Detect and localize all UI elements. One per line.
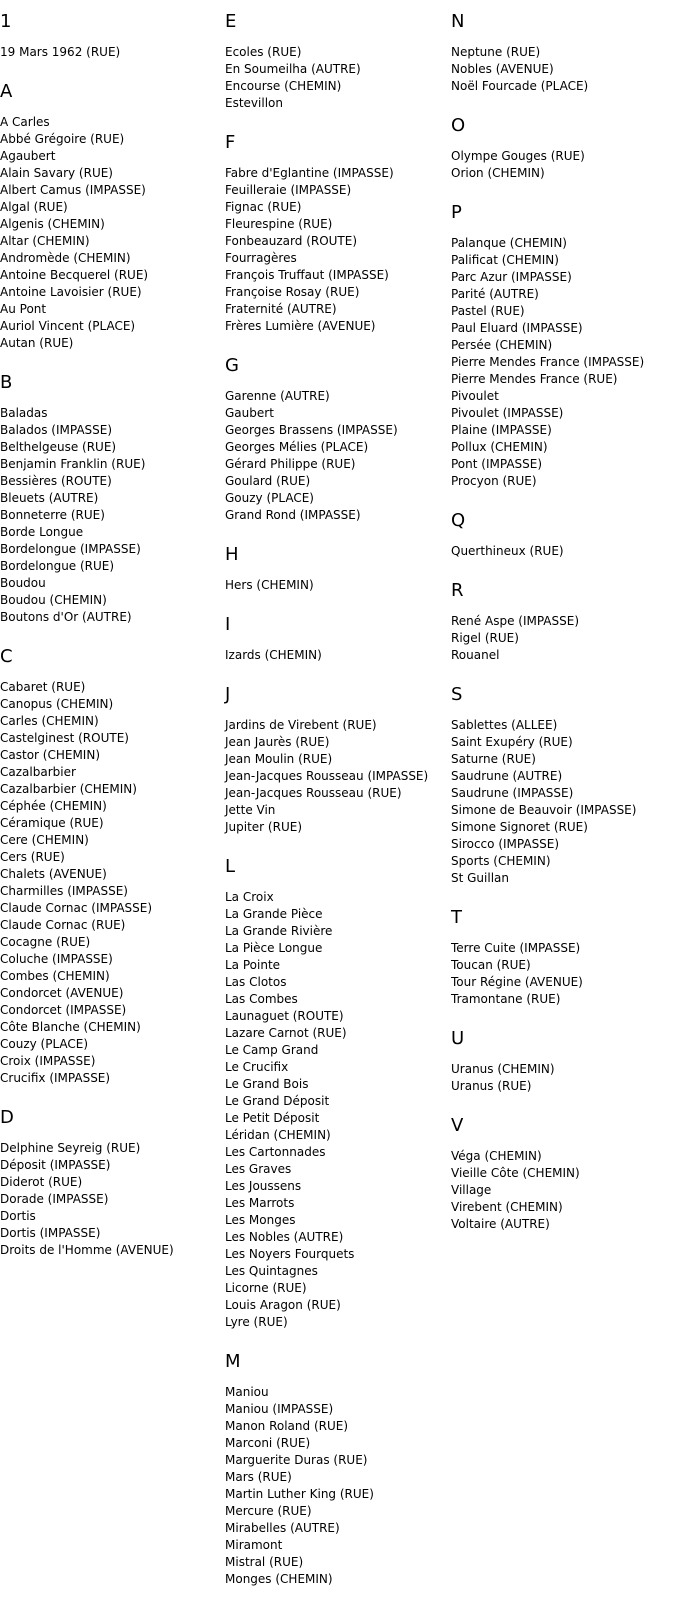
street-list [451,543,666,560]
street-link[interactable]: Ecoles (RUE) [225,45,302,59]
street-link[interactable]: Boutons d'Or (AUTRE) [0,610,132,624]
street-link[interactable]: Bordelongue (IMPASSE) [0,542,141,556]
street-link[interactable]: Mistral (RUE) [225,1555,304,1569]
street-link[interactable]: Tramontane (RUE) [451,992,561,1006]
letter-section [225,1348,440,1588]
letter-section [225,611,440,664]
letter-section [451,507,666,560]
street-link[interactable]: Miramont [225,1538,283,1552]
street-link[interactable]: Mercure (RUE) [225,1504,312,1518]
street-list [225,1384,440,1588]
street-list [225,889,440,1331]
street-link[interactable]: Neptune (RUE) [451,45,541,59]
street-column-2 [225,8,440,1605]
street-list [451,1061,666,1095]
street-link[interactable]: A Carles [0,115,50,129]
street-link[interactable]: Feuilleraie (IMPASSE) [225,183,352,197]
section-letter-heading: P [451,202,462,223]
section-letter-heading: 1 [0,11,12,32]
street-link[interactable]: Boudou (CHEMIN) [0,593,107,607]
street-link[interactable]: Les Nobles (AUTRE) [225,1230,344,1244]
street-link[interactable]: Sports (CHEMIN) [451,854,551,868]
street-link[interactable]: Agaubert [0,149,56,163]
street-link[interactable]: Jean-Jacques Rousseau (IMPASSE) [225,769,429,783]
letter-section [451,8,666,95]
letter-section [451,1025,666,1095]
street-link[interactable]: Olympe Gouges (RUE) [451,149,585,163]
letter-section [0,369,215,626]
letter-section [225,853,440,1331]
street-link[interactable]: Jardins de Virebent (RUE) [225,718,377,732]
street-link[interactable]: Tour Régine (AVENUE) [451,975,583,989]
street-link[interactable]: Dorade (IMPASSE) [0,1192,109,1206]
street-link[interactable]: Castelginest (ROUTE) [0,731,129,745]
street-link[interactable]: La Grande Pièce [225,907,323,921]
street-link[interactable]: Jean Jaurès (RUE) [225,735,330,749]
street-link[interactable]: Au Pont [0,302,47,316]
street-link[interactable]: Coluche (IMPASSE) [0,952,113,966]
section-letter-heading: J [225,684,231,705]
street-link[interactable]: Saudrune (AUTRE) [451,769,563,783]
street-link[interactable]: La Croix [225,890,274,904]
street-list [0,679,215,1087]
letter-section [451,112,666,182]
street-link[interactable]: Mirabelles (AUTRE) [225,1521,340,1535]
street-link[interactable]: Encourse (CHEMIN) [225,79,342,93]
section-letter-heading: L [225,856,236,877]
street-link[interactable]: Le Camp Grand [225,1043,319,1057]
street-link[interactable]: Le Grand Déposit [225,1094,330,1108]
section-letter-heading: R [451,580,464,601]
street-link[interactable]: Fleurespine (RUE) [225,217,333,231]
street-list [225,717,440,836]
street-link[interactable]: La Pièce Longue [225,941,323,955]
street-link[interactable]: Pierre Mendes France (IMPASSE) [451,355,645,369]
section-letter-heading: O [451,115,466,136]
street-link[interactable]: Belthelgeuse (RUE) [0,440,117,454]
street-link[interactable]: Carles (CHEMIN) [0,714,99,728]
street-list [451,148,666,182]
street-list [225,577,440,594]
street-link[interactable]: Noël Fourcade (PLACE) [451,79,589,93]
street-link[interactable]: Monges (CHEMIN) [225,1572,333,1586]
street-link[interactable]: Auriol Vincent (PLACE) [0,319,136,333]
street-link[interactable]: Georges Mélies (PLACE) [225,440,369,454]
street-list [225,44,440,112]
letter-section [0,78,215,352]
street-link[interactable]: François Truffaut (IMPASSE) [225,268,389,282]
street-link[interactable]: Charmilles (IMPASSE) [0,884,128,898]
street-link[interactable]: Diderot (RUE) [0,1175,83,1189]
street-link[interactable]: Dortis (IMPASSE) [0,1226,101,1240]
street-link[interactable]: Les Joussens [225,1179,302,1193]
section-letter-heading: T [451,907,462,928]
street-link[interactable]: Bonneterre (RUE) [0,508,105,522]
street-list [225,388,440,524]
street-link[interactable]: Maniou (IMPASSE) [225,1402,334,1416]
street-link[interactable]: Rouanel [451,648,500,662]
street-link[interactable]: Gouzy (PLACE) [225,491,314,505]
street-link[interactable]: Combes (CHEMIN) [0,969,110,983]
street-link[interactable]: Saudrune (IMPASSE) [451,786,574,800]
street-link[interactable]: Plaine (IMPASSE) [451,423,552,437]
street-link[interactable]: La Grande Rivière [225,924,333,938]
street-link[interactable]: En Soumeilha (AUTRE) [225,62,361,76]
street-link[interactable]: Mars (RUE) [225,1470,292,1484]
street-link[interactable]: Voltaire (AUTRE) [451,1217,550,1231]
letter-section [225,681,440,836]
street-link[interactable]: Albert Camus (IMPASSE) [0,183,146,197]
street-link[interactable]: Garenne (AUTRE) [225,389,330,403]
street-link[interactable]: Andromède (CHEMIN) [0,251,131,265]
street-link[interactable]: Uranus (CHEMIN) [451,1062,555,1076]
street-link[interactable]: Céramique (RUE) [0,816,104,830]
street-link[interactable]: Jupiter (RUE) [225,820,302,834]
street-link[interactable]: Dortis [0,1209,36,1223]
street-link[interactable]: Alain Savary (RUE) [0,166,113,180]
street-link[interactable]: Cocagne (RUE) [0,935,91,949]
street-link[interactable]: Condorcet (IMPASSE) [0,1003,127,1017]
street-link[interactable]: Louis Aragon (RUE) [225,1298,341,1312]
street-link[interactable]: Boudou [0,576,46,590]
street-link[interactable]: Abbé Grégoire (RUE) [0,132,125,146]
street-link[interactable]: Les Noyers Fourquets [225,1247,355,1261]
street-link[interactable]: Algal (RUE) [0,200,68,214]
street-link[interactable]: Georges Brassens (IMPASSE) [225,423,398,437]
street-link[interactable]: Vieille Côte (CHEMIN) [451,1166,580,1180]
street-link[interactable]: Benjamin Franklin (RUE) [0,457,146,471]
street-link[interactable]: Toucan (RUE) [451,958,531,972]
street-link[interactable]: Algenis (CHEMIN) [0,217,105,231]
section-letter-heading: S [451,684,463,705]
letter-section [225,352,440,524]
street-link[interactable]: Cabaret (RUE) [0,680,86,694]
street-link[interactable]: Sirocco (IMPASSE) [451,837,560,851]
street-link[interactable]: Le Petit Déposit [225,1111,320,1125]
street-link[interactable]: La Pointe [225,958,281,972]
street-link[interactable]: Martin Luther King (RUE) [225,1487,374,1501]
street-link[interactable]: Antoine Lavoisier (RUE) [0,285,142,299]
street-link[interactable]: Les Graves [225,1162,292,1176]
street-link[interactable]: Crucifix (IMPASSE) [0,1071,111,1085]
street-link[interactable]: Manon Roland (RUE) [225,1419,349,1433]
street-link[interactable]: Altar (CHEMIN) [0,234,90,248]
street-link[interactable]: Côte Blanche (CHEMIN) [0,1020,141,1034]
street-link[interactable]: Marconi (RUE) [225,1436,311,1450]
street-link[interactable]: Jean Moulin (RUE) [225,752,333,766]
section-letter-heading: F [225,132,236,153]
street-link[interactable]: Le Crucifix [225,1060,289,1074]
street-link[interactable]: Simone de Beauvoir (IMPASSE) [451,803,637,817]
street-link[interactable]: Procyon (RUE) [451,474,537,488]
street-list [0,114,215,352]
street-link[interactable]: Goulard (RUE) [225,474,311,488]
street-list [0,405,215,626]
street-link[interactable]: Rigel (RUE) [451,631,519,645]
street-link[interactable]: Village [451,1183,492,1197]
street-link[interactable]: Maniou [225,1385,269,1399]
letter-section [225,129,440,335]
street-link[interactable]: Fraternité (AUTRE) [225,302,337,316]
street-link[interactable]: Pastel (RUE) [451,304,525,318]
street-list [451,613,666,664]
street-link[interactable]: Fonbeauzard (ROUTE) [225,234,358,248]
street-link[interactable]: Cere (CHEMIN) [0,833,89,847]
street-link[interactable]: Izards (CHEMIN) [225,648,322,662]
street-link[interactable]: Sablettes (ALLEE) [451,718,558,732]
street-link[interactable]: Persée (CHEMIN) [451,338,553,352]
letter-section [0,1104,215,1259]
section-letter-heading: D [0,1107,14,1128]
street-link[interactable]: Querthineux (RUE) [451,544,564,558]
street-link[interactable]: Fourragères [225,251,297,265]
letter-section [225,8,440,112]
street-link[interactable]: Estevillon [225,96,283,110]
street-link[interactable]: Canopus (CHEMIN) [0,697,114,711]
street-link[interactable]: Claude Cornac (RUE) [0,918,126,932]
street-link[interactable]: Gérard Philippe (RUE) [225,457,356,471]
street-list [451,44,666,95]
street-link[interactable]: Grand Rond (IMPASSE) [225,508,361,522]
section-letter-heading: E [225,11,237,32]
section-letter-heading: B [0,372,13,393]
street-link[interactable]: Las Clotos [225,975,287,989]
section-letter-heading: C [0,646,13,667]
street-column-3 [451,8,666,1250]
street-link[interactable]: Les Cartonnades [225,1145,326,1159]
street-link[interactable]: Saturne (RUE) [451,752,536,766]
street-link[interactable]: Antoine Becquerel (RUE) [0,268,149,282]
section-letter-heading: H [225,544,239,565]
street-list [0,44,215,61]
street-list [451,717,666,887]
section-letter-heading: I [225,614,231,635]
street-list [225,647,440,664]
letter-section [451,904,666,1008]
street-column-1 [0,8,215,1276]
section-letter-heading: N [451,11,465,32]
street-link[interactable]: Céphée (CHEMIN) [0,799,107,813]
street-link[interactable]: Bleuets (AUTRE) [0,491,99,505]
letter-section [451,1112,666,1233]
street-link[interactable]: Palanque (CHEMIN) [451,236,567,250]
section-letter-heading: U [451,1028,465,1049]
street-link[interactable]: Saint Exupéry (RUE) [451,735,573,749]
street-link[interactable]: Paul Eluard (IMPASSE) [451,321,583,335]
street-link[interactable]: Borde Longue [0,525,84,539]
street-link[interactable]: Hers (CHEMIN) [225,578,314,592]
street-list [451,940,666,1008]
street-link[interactable]: Chalets (AVENUE) [0,867,107,881]
street-link[interactable]: Pivoulet [451,389,499,403]
street-link[interactable]: Les Marrots [225,1196,295,1210]
street-list [0,1140,215,1259]
section-letter-heading: G [225,355,239,376]
street-link[interactable]: Virebent (CHEMIN) [451,1200,563,1214]
letter-section [451,577,666,664]
street-link[interactable]: Castor (CHEMIN) [0,748,100,762]
street-link[interactable]: Les Monges [225,1213,296,1227]
street-link[interactable]: 19 Mars 1962 (RUE) [0,45,121,59]
street-link[interactable]: Las Combes [225,992,298,1006]
street-link[interactable]: Les Quintagnes [225,1264,318,1278]
street-list [451,1148,666,1233]
letter-section [225,541,440,594]
street-link[interactable]: Jette Vin [225,803,276,817]
street-link[interactable]: Jean-Jacques Rousseau (RUE) [225,786,402,800]
street-link[interactable]: Uranus (RUE) [451,1079,532,1093]
street-link[interactable]: Bordelongue (RUE) [0,559,115,573]
street-link[interactable]: Nobles (AVENUE) [451,62,554,76]
section-letter-heading: M [225,1351,241,1372]
street-link[interactable]: Gaubert [225,406,274,420]
street-link[interactable]: Pierre Mendes France (RUE) [451,372,618,386]
street-link[interactable]: Claude Cornac (IMPASSE) [0,901,153,915]
street-link[interactable]: Déposit (IMPASSE) [0,1158,111,1172]
street-link[interactable]: Bessières (ROUTE) [0,474,112,488]
street-link[interactable]: Pivoulet (IMPASSE) [451,406,564,420]
section-letter-heading: A [0,81,13,102]
street-list [451,235,666,490]
street-link[interactable]: Delphine Seyreig (RUE) [0,1141,141,1155]
street-link[interactable]: St Guillan [451,871,510,885]
letter-section [451,199,666,490]
street-link[interactable]: Terre Cuite (IMPASSE) [451,941,581,955]
street-link[interactable]: Pollux (CHEMIN) [451,440,548,454]
street-link[interactable]: Véga (CHEMIN) [451,1149,542,1163]
street-link[interactable]: Cazalbarbier [0,765,76,779]
street-link[interactable]: Fignac (RUE) [225,200,302,214]
street-link[interactable]: Baladas [0,406,48,420]
street-link[interactable]: Cers (RUE) [0,850,65,864]
street-link[interactable]: Simone Signoret (RUE) [451,820,588,834]
street-link[interactable]: Léridan (CHEMIN) [225,1128,331,1142]
street-link[interactable]: René Aspe (IMPASSE) [451,614,580,628]
letter-section [0,643,215,1087]
street-link[interactable]: Autan (RUE) [0,336,74,350]
street-link[interactable]: Parité (AUTRE) [451,287,539,301]
street-link[interactable]: Marguerite Duras (RUE) [225,1453,368,1467]
street-link[interactable]: Françoise Rosay (RUE) [225,285,360,299]
street-link[interactable]: Le Grand Bois [225,1077,309,1091]
street-link[interactable]: Balados (IMPASSE) [0,423,113,437]
section-letter-heading: V [451,1115,464,1136]
street-link[interactable]: Lyre (RUE) [225,1315,288,1329]
street-link[interactable]: Droits de l'Homme (AVENUE) [0,1243,174,1257]
street-link[interactable]: Frères Lumière (AVENUE) [225,319,376,333]
street-link[interactable]: Pont (IMPASSE) [451,457,543,471]
street-link[interactable]: Croix (IMPASSE) [0,1054,96,1068]
street-link[interactable]: Fabre d'Eglantine (IMPASSE) [225,166,394,180]
street-link[interactable]: Lazare Carnot (RUE) [225,1026,347,1040]
street-link[interactable]: Orion (CHEMIN) [451,166,545,180]
section-letter-heading: Q [451,510,466,531]
street-list [225,165,440,335]
street-link[interactable]: Condorcet (AVENUE) [0,986,124,1000]
letter-section [451,681,666,887]
street-link[interactable]: Palificat (CHEMIN) [451,253,559,267]
street-link[interactable]: Licorne (RUE) [225,1281,307,1295]
street-link[interactable]: Cazalbarbier (CHEMIN) [0,782,137,796]
street-link[interactable]: Couzy (PLACE) [0,1037,89,1051]
street-link[interactable]: Parc Azur (IMPASSE) [451,270,572,284]
letter-section [0,8,215,61]
street-link[interactable]: Launaguet (ROUTE) [225,1009,344,1023]
